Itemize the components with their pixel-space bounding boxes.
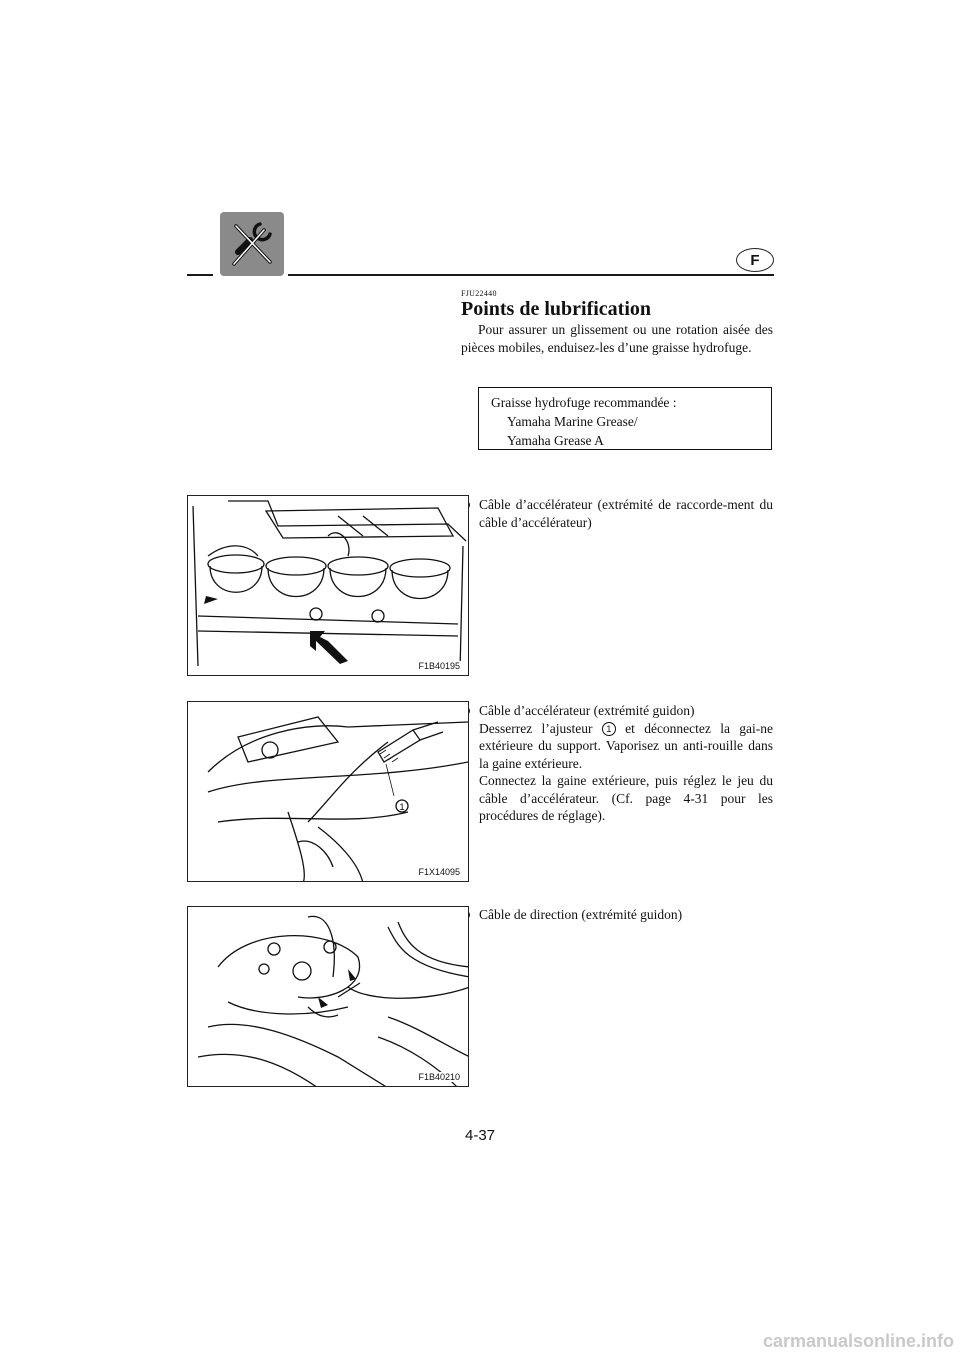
figure-callout: 1 [399, 802, 405, 812]
handlebar-cable-illustration [188, 702, 469, 882]
section-code: FJU22440 [461, 289, 497, 298]
lubrication-point [461, 906, 773, 924]
lubrication-point [461, 496, 773, 531]
figure-code: F1B40195 [418, 661, 460, 671]
figure-code: F1B40210 [418, 1072, 460, 1082]
page-title: Points de lubrification [461, 298, 652, 320]
figure-steering-cable [187, 906, 469, 1087]
intro-paragraph: Pour assurer un glissement ou une rotation aisée des pièces mobiles, enduisez-les d’une graisse hydrofuge. [461, 322, 773, 355]
lubrication-point-description: Connectez la gaine extérieure, puis réglez le jeu du câble d’accélérateur. (Cf. page 4-31 pour les procédures de réglage). [479, 773, 773, 823]
figure-code: F1X14095 [418, 867, 460, 877]
lubrication-point-title: Câble de direction (extrémité guidon) [479, 907, 683, 922]
lubrication-point [461, 702, 773, 825]
engine-carburetor-illustration [188, 496, 469, 676]
callout-marker: 1 [602, 722, 616, 736]
lubrication-point-description: Desserrez l’ajusteur 1 et déconnectez la gai-ne extérieure du support. Vaporisez un anti-rouille dans la gaine extérieure. [479, 720, 773, 771]
tools-maintenance-icon [220, 212, 284, 276]
header-rule-right [288, 274, 774, 276]
grease-item: Yamaha Grease A [507, 433, 604, 448]
language-badge: F [736, 248, 774, 272]
figure-throttle-cable-carburetor [187, 495, 469, 676]
watermark: carmanualsonline.info [762, 1331, 954, 1351]
page-number: 4-37 [464, 1127, 496, 1144]
grease-item: Yamaha Marine Grease/ [507, 414, 638, 429]
steering-cable-illustration [188, 907, 469, 1087]
recommended-grease-box [478, 387, 772, 450]
grease-box-label: Graisse hydrofuge recommandée : [491, 395, 677, 410]
lubrication-point-title: Câble d’accélérateur (extrémité de raccorde-ment du câble d’accélérateur) [479, 497, 773, 530]
lubrication-point-title: Câble d’accélérateur (extrémité guidon) [479, 703, 695, 718]
header-rule-left [187, 274, 213, 276]
figure-throttle-cable-handlebar [187, 701, 469, 882]
